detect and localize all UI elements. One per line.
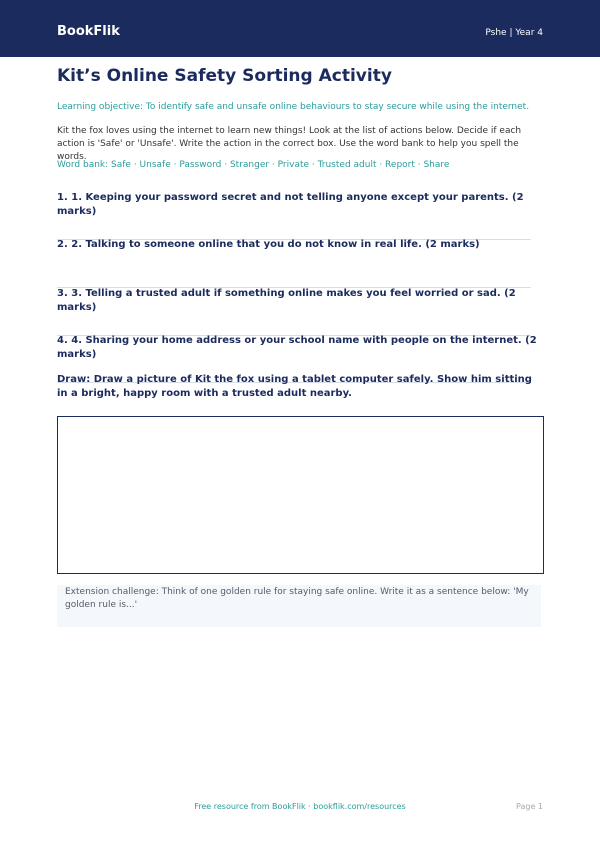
page-header <box>0 0 600 57</box>
question-1: 1. 1. Keeping your password secret and not telling anyone except your parents. (2 marks) <box>57 192 524 217</box>
brand-logo: BookFlik <box>57 24 120 39</box>
extension-challenge: Extension challenge: Think of one golden rule for staying safe online. Write it as a sentence below: 'My golden rule is...' <box>57 585 541 627</box>
drawing-area[interactable] <box>57 416 544 574</box>
footer-credit: Free resource from BookFlik · bookflik.com/resources <box>194 802 406 811</box>
learning-objective: Learning objective: To identify safe and unsafe online behaviours to stay secure while using the internet. <box>57 102 530 112</box>
page-number: Page 1 <box>516 802 543 811</box>
question-3: 3. 3. Telling a trusted adult if something online makes you feel worried or sad. (2 marks) <box>57 288 516 313</box>
page-title: Kit’s Online Safety Sorting Activity <box>57 66 392 86</box>
intro-text: Kit the fox loves using the internet to learn new things! Look at the list of actions below. Decide if each action is 'Safe' or 'Unsafe'. Write the action in the correct box. Use the word bank to help you spell the words. <box>57 126 522 162</box>
draw-prompt: Draw: Draw a picture of Kit the fox using a tablet computer safely. Show him sitting in a bright, happy room with a trusted adult nearby. <box>57 374 532 399</box>
word-bank: Word bank: Safe · Unsafe · Password · Stranger · Private · Trusted adult · Report · Share <box>57 160 450 170</box>
question-2: 2. 2. Talking to someone online that you do not know in real life. (2 marks) <box>57 239 480 250</box>
subject-year-label: Pshe | Year 4 <box>485 28 543 38</box>
question-4: 4. 4. Sharing your home address or your school name with people on the internet. (2 marks) <box>57 335 537 360</box>
